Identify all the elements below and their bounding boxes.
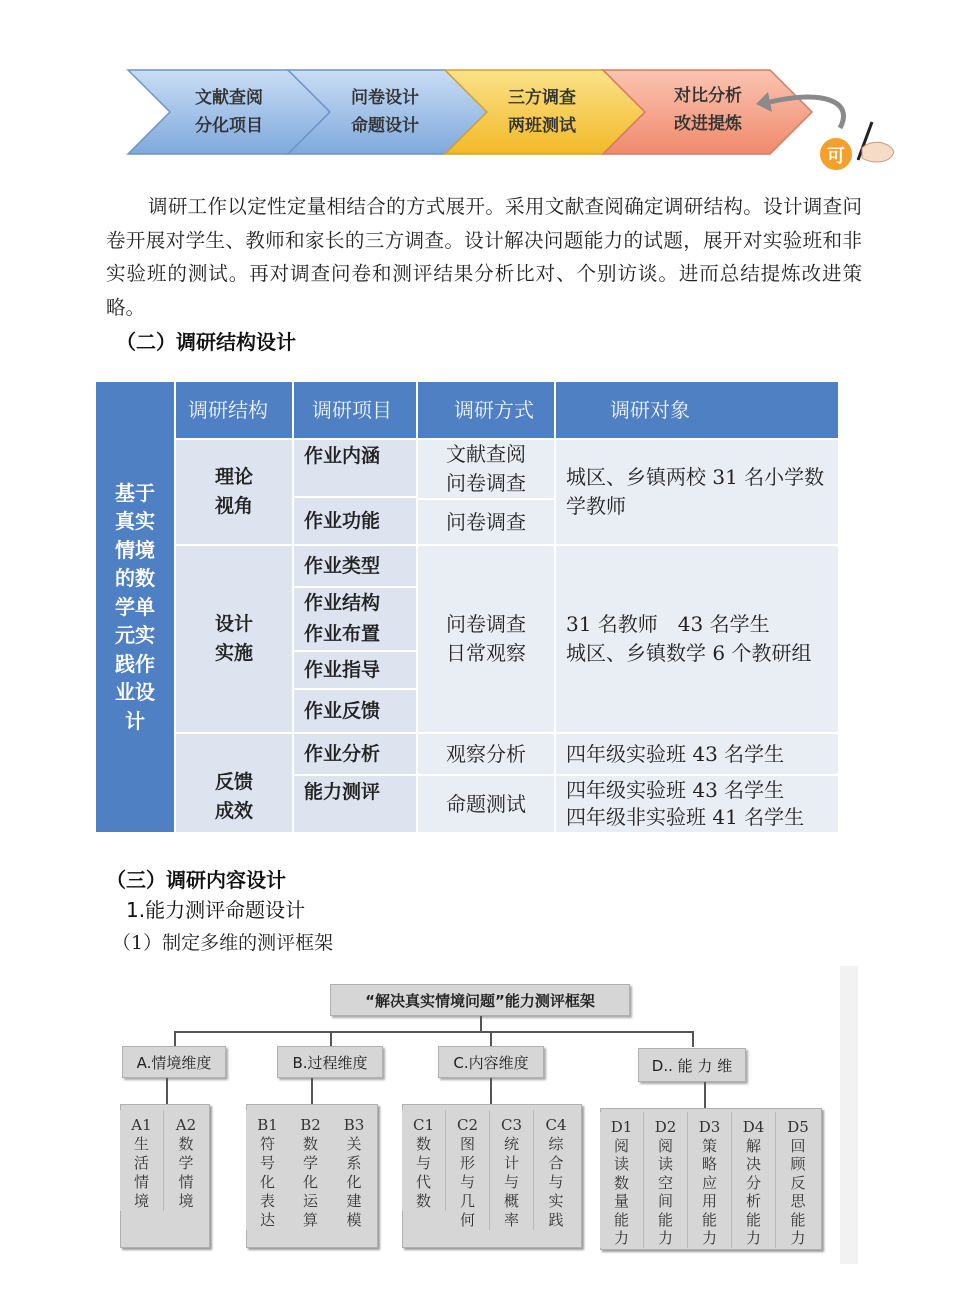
item-c4: C4 综 合 与 实 践 xyxy=(534,1110,578,1230)
item-zhidao: 作业指导 xyxy=(294,652,416,688)
header-target: 调研对象 xyxy=(556,382,838,438)
process-flow xyxy=(120,60,910,184)
item-c2: C2 图 形 与 几 何 xyxy=(446,1110,490,1230)
connector-a xyxy=(174,1031,176,1047)
header-structure: 调研结构 xyxy=(176,382,292,438)
hand-icon xyxy=(862,142,894,162)
framework-edge-shade xyxy=(840,966,858,1264)
item-d5: D5 回 顾 反 思 能 力 xyxy=(776,1112,820,1248)
item-b3: B3 关 系 化 建 模 xyxy=(332,1110,376,1230)
item-a2: A2 数 学 情 境 xyxy=(164,1110,208,1211)
connector-b-down xyxy=(311,1078,313,1104)
connector-d xyxy=(692,1031,694,1047)
item-d1: D1 阅 读 数 量 能 力 xyxy=(600,1112,644,1248)
connector-b xyxy=(330,1031,332,1047)
dim-d: D.. 能 力 维 xyxy=(638,1048,746,1082)
item-gongneng: 作业功能 xyxy=(294,498,416,544)
header-method: 调研方式 xyxy=(418,382,554,438)
connector-a-down xyxy=(166,1078,168,1104)
item-b1: B1 符 号 化 表 达 xyxy=(246,1110,290,1230)
connector-d-down xyxy=(704,1082,706,1108)
intro-paragraph: 调研工作以定性定量相结合的方式展开。采用文献查阅确定调研结构。设计调查问卷开展对学生、教师和家长的三方调查。设计解决问题能力的试题，展开对实验班和非实验班的测试。再对调查问卷和测评结果分析比对、个别访谈。进而总结提炼改进策略。 xyxy=(106,195,862,319)
structure-theory: 理论 视角 xyxy=(176,440,292,544)
item-fenxi: 作业分析 xyxy=(294,734,416,774)
flow-step-4-label: 对比分析 改进提炼 xyxy=(674,86,742,134)
item-d2: D2 阅 读 空 间 能 力 xyxy=(644,1112,688,1248)
structure-design: 设计 实施 xyxy=(176,546,292,732)
item-d4: D4 解 决 分 析 能 力 xyxy=(732,1112,776,1248)
connector-trunk xyxy=(480,1016,482,1032)
item-jiegou: 作业结构 xyxy=(294,588,416,618)
item-leixing: 作业类型 xyxy=(294,546,416,586)
item-a1: A1 生 活 情 境 xyxy=(120,1110,164,1211)
item-d3: D3 策 略 应 用 能 力 xyxy=(688,1112,732,1248)
header-item: 调研项目 xyxy=(294,382,416,438)
target-exp-class: 四年级实验班 43 名学生 xyxy=(556,734,838,774)
method-survey: 问卷调查 xyxy=(418,500,554,544)
item-c3: C3 统 计 与 概 率 xyxy=(490,1110,534,1230)
dim-c: C.内容维度 xyxy=(438,1046,544,1078)
item-b2: B2 数 学 化 运 算 xyxy=(289,1110,333,1230)
method-test: 命题测试 xyxy=(418,776,554,832)
method-survey-observe: 问卷调查 日常观察 xyxy=(418,546,554,732)
dim-b: B.过程维度 xyxy=(277,1046,383,1078)
section-3-title: （三）调研内容设计 xyxy=(106,868,286,892)
table-side-title: 基于真实情境的数学单元实践作业设计 xyxy=(113,479,157,736)
target-exp-nonexp-class: 四年级实验班 43 名学生 四年级非实验班 41 名学生 xyxy=(556,776,838,832)
table-side-column xyxy=(96,382,174,832)
connector-bar xyxy=(174,1031,694,1033)
target-teachers: 城区、乡镇两校 31 名小学数学教师 xyxy=(556,440,838,544)
flow-step-1-label: 文献查阅 分化项目 xyxy=(195,88,263,136)
connector-c xyxy=(490,1031,492,1047)
flow-step-2-label: 问卷设计 命题设计 xyxy=(351,88,419,136)
method-observe-analysis: 观察分析 xyxy=(418,734,554,774)
item-buzhi: 作业布置 xyxy=(294,618,416,650)
subsection-1-1-title: （1）制定多维的测评框架 xyxy=(112,932,334,954)
badge-label: 可 xyxy=(827,146,845,167)
item-fankui: 作业反馈 xyxy=(294,690,416,732)
item-cepin: 能力测评 xyxy=(294,776,416,832)
flow-step-3-label: 三方调查 两班测试 xyxy=(508,88,576,136)
structure-feedback: 反馈 成效 xyxy=(176,734,292,832)
target-teachers-students: 31 名教师 43 名学生 城区、乡镇数学 6 个教研组 xyxy=(556,546,838,732)
subsection-1-title: 1.能力测评命题设计 xyxy=(126,898,306,922)
method-literature-survey: 文献查阅 问卷调查 xyxy=(418,440,554,498)
connector-c-down xyxy=(490,1078,492,1104)
item-c1: C1 数 与 代 数 xyxy=(402,1110,446,1211)
section-2-title: （二）调研结构设计 xyxy=(116,330,296,354)
dim-a: A.情境维度 xyxy=(122,1046,226,1078)
item-neihan: 作业内涵 xyxy=(294,440,416,496)
framework-title: “解决真实情境问题”能力测评框架 xyxy=(330,984,630,1016)
